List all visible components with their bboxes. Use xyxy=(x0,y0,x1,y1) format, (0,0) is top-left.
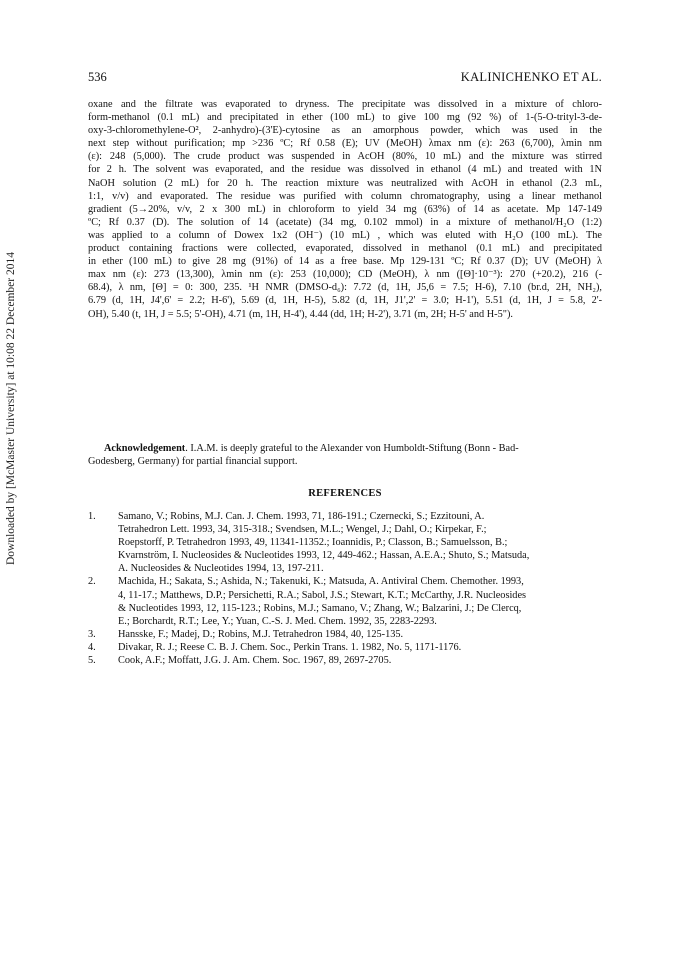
body-line: 1:1, v/v) and evaporated. The residue was purified with column chromatography, using a linear methanol xyxy=(88,190,602,202)
body-paragraph xyxy=(88,98,602,321)
reference-line: & Nucleotides 1993, 12, 115-123.; Robins, M.J.; Samano, V.; Zhang, W.; Balzarini, J.; De Clercq, xyxy=(118,602,522,614)
body-line: max nm (ε): 273 (13,300), λmin nm (ε): 253 (10,000); CD (MeOH), λ nm ([Θ]·10⁻³): 270 (+20.2), 216 (- xyxy=(88,269,602,281)
page-number: 536 xyxy=(88,70,107,84)
reference-number: 2. xyxy=(88,576,96,588)
download-watermark: Downloaded by [McMaster University] at 10:08 22 December 2014 xyxy=(5,252,17,565)
reference-number: 5. xyxy=(88,655,96,667)
reference-number: 1. xyxy=(88,511,96,522)
reference-item xyxy=(88,510,602,575)
reference-item xyxy=(88,575,602,627)
acknowledgement-label: Acknowledgement xyxy=(104,443,186,454)
reference-number: 3. xyxy=(88,628,96,640)
reference-item xyxy=(88,641,602,654)
body-line: in ether (100 mL) to give 28 mg (91%) of 14 as a free base. Mp 129-131 ºC; Rf 0.37 (D); UV (MeOH) λ xyxy=(88,256,602,268)
reference-line: Hansske, F.; Madej, D.; Robins, M.J. Tetrahedron 1984, 40, 125-135. xyxy=(118,628,404,640)
reference-line: Tetrahedron Lett. 1993, 34, 315-318.; Svendsen, M.L.; Wengel, J.; Dahl, O.; Kirpekar, F.; xyxy=(118,524,487,536)
body-line: 68.4), λ nm, [Θ] = 0: 300, 235. ¹H NMR (DMSO-d₆): 7.72 (d, 1H, J5,6 = 7.5; H-6), 7.10 (br.d, 2H, NH₂), xyxy=(88,282,602,294)
acknowledgement xyxy=(88,442,602,468)
body-line: oxy-3-chloromethylene-O², 2-anhydro)-(3'E)-cytosine as an amorphous powder, which was used in the xyxy=(88,125,602,137)
reference-line: Machida, H.; Sakata, S.; Ashida, N.; Takenuki, K.; Matsuda, A. Antiviral Chem. Chemother. 1993, xyxy=(118,576,524,588)
references-title: REFERENCES xyxy=(308,488,382,499)
body-line: next step without purification; mp >236 ºC; Rf 0.58 (E); UV (MeOH) λmax nm (ε): 263 (6,700), λmin nm xyxy=(88,138,602,150)
body-line: (ε): 248 (5,000). The crude product was suspended in AcOH (80%, 10 mL) and the mixture was stirred xyxy=(88,151,602,163)
reference-line: 4, 11-17.; Matthews, D.P.; Persichetti, R.A.; Sabol, J.S.; Stewart, K.T.; McCarthy, J.R. Nucleosides xyxy=(118,589,527,601)
reference-item xyxy=(88,654,602,667)
body-line: ºC; Rf 0.37 (D). The solution of 14 (acetate) (34 mg, 0.102 mmol) in a mixture of methanol/H₂O (1:2) xyxy=(88,216,602,228)
reference-item xyxy=(88,628,602,641)
acknowledgement-text: . I.A.M. is deeply grateful to the Alexander von Humboldt-Stiftung (Bonn - Bad- xyxy=(185,443,519,454)
reference-line: Roepstorff, P. Tetrahedron 1993, 49, 11341-11352.; Ioannidis, P.; Classon, B.; Samuelsson, B.; xyxy=(118,537,508,549)
reference-line: Samano, V.; Robins, M.J. Can. J. Chem. 1993, 71, 186-191.; Czernecki, S.; Ezzitouni, A. xyxy=(118,511,485,522)
references-list xyxy=(88,510,602,667)
body-line: was applied to a column of Dowex 1x2 (OH⁻) (10 mL) , which was eluted with H₂O (100 mL). The xyxy=(88,229,602,241)
reference-line: Kvarnström, I. Nucleosides & Nucleotides 1993, 12, 449-462.; Hassan, A.E.A.; Shuto, S.; Matsuda, xyxy=(118,550,530,562)
body-line: gradient (5→20%, v/v, 2 x 300 mL) in chloroform to yield 34 mg (63%) of 14 as acetate. Mp 147-149 xyxy=(88,203,602,215)
acknowledgement-line xyxy=(88,442,602,455)
reference-line: Divakar, R. J.; Reese C. B. J. Chem. Soc., Perkin Trans. 1. 1982, No. 5, 1171-1176. xyxy=(118,641,462,653)
body-line: oxane and the filtrate was evaporated to dryness. The precipitate was dissolved in a mixture of chloro- xyxy=(88,99,602,110)
acknowledgement-line: Godesberg, Germany) for partial financial support. xyxy=(88,456,298,468)
running-head: KALINICHENKO ET AL. xyxy=(460,70,602,84)
reference-number: 4. xyxy=(88,641,96,653)
reference-line: E.; Borchardt, R.T.; Lee, Y.; Yuan, C.-S. J. Med. Chem. 1992, 35, 2283-2293. xyxy=(118,615,437,627)
body-line: for 2 h. The solvent was evaporated, and the residue was dissolved in ethanol (4 mL) and treated with 1N xyxy=(88,164,602,176)
body-line: 6.79 (d, 1H, J4',6' = 2.2; H-6'), 5.69 (d, 1H, H-5), 5.82 (d, 1H, J1',2' = 3.0; H-1'), 5.51 (d, 1H, J = 5.8, 2'- xyxy=(88,295,602,307)
reference-line: A. Nucleosides & Nucleotides 1994, 13, 197-211. xyxy=(118,563,324,575)
reference-line: Cook, A.F.; Moffatt, J.G. J. Am. Chem. Soc. 1967, 89, 2697-2705. xyxy=(118,655,392,667)
body-line: form-methanol (0.1 mL) and precipitated in ether (100 mL) to give 100 mg (92 %) of 1-(5-O-trityl-3-de- xyxy=(88,112,602,124)
body-line: NaOH solution (2 mL) for 20 h. The reaction mixture was neutralized with AcOH in ethanol (2.3 mL, xyxy=(88,177,602,189)
body-line: OH), 5.40 (t, 1H, J = 5.5; 5'-OH), 4.71 (m, 1H, H-4'), 4.44 (dd, 1H; H-2'), 3.71 (m, 2H; H-5' and H-5"). xyxy=(88,308,513,320)
body-line: product containing fractions were collected, evaporated, dissolved in methanol (0.1 mL) and precipitated xyxy=(88,243,602,255)
